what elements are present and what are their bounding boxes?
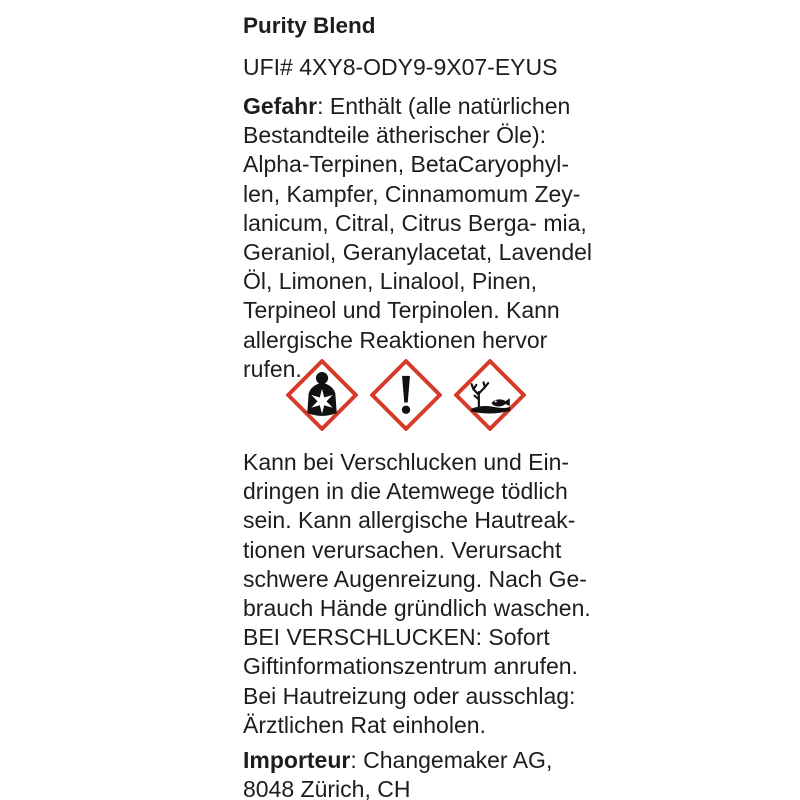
precaution-line: Ärztlichen Rat einholen.	[243, 711, 486, 738]
hazard-first-line	[243, 92, 592, 121]
precaution-line: Bei Hautreizung oder ausschlag:	[243, 682, 576, 709]
ghs07-exclamation-icon	[370, 359, 442, 431]
hazard-statement	[243, 92, 592, 384]
importer-keyword: Importeur	[243, 747, 351, 773]
precautionary-statement	[243, 448, 591, 740]
importer-info	[243, 746, 552, 800]
precaution-lines	[243, 448, 591, 740]
hazard-line: allergische Reaktionen hervor	[243, 326, 548, 353]
hazard-line: Terpineol und Terpinolen. Kann	[243, 297, 560, 324]
hazard-keyword: Gefahr	[243, 93, 318, 119]
importer-lines	[243, 775, 552, 800]
importer-first-line	[243, 746, 552, 775]
precaution-line: brauch Hände gründlich waschen.	[243, 595, 591, 622]
precaution-line: dringen in die Atemwege tödlich	[243, 478, 568, 505]
hazard-first-line-rest: : Enthält (alle natürlichen	[317, 93, 571, 119]
ghs09-environment-icon	[454, 359, 526, 431]
precaution-line: Kann bei Verschlucken und Ein-	[243, 449, 570, 475]
precaution-line: BEI VERSCHLUCKEN: Sofort	[243, 624, 550, 651]
hazard-line: rufen.	[243, 355, 302, 382]
hazard-line: Bestandteile ätherischer Öle):	[243, 122, 546, 149]
hazard-line: len, Kampfer, Cinnamomum Zey-	[243, 180, 581, 207]
precaution-line: tionen verursachen. Verursacht	[243, 536, 562, 563]
product-title: Purity Blend	[243, 13, 376, 38]
precaution-line: schwere Augenreizung. Nach Ge-	[243, 565, 587, 592]
ghs-pictogram-row	[286, 359, 526, 431]
hazard-line: Alpha-Terpinen, BetaCaryophyl-	[243, 151, 570, 178]
hazard-lines	[243, 121, 592, 384]
precaution-line: sein. Kann allergische Hautreak-	[243, 507, 576, 534]
precaution-line: Giftinformationszentrum anrufen.	[243, 653, 578, 680]
ufi-code: UFI# 4XY8-ODY9-9X07-EYUS	[243, 54, 558, 80]
hazard-line: Öl, Limonen, Linalool, Pinen,	[243, 268, 538, 295]
hazard-line: Geraniol, Geranylacetat, Lavendel	[243, 239, 593, 266]
importer-first-line-rest: : Changemaker AG,	[350, 747, 553, 773]
hazard-line: lanicum, Citral, Citrus Berga- mia,	[243, 209, 587, 236]
ghs08-health-hazard-icon	[286, 359, 358, 431]
importer-line: 8048 Zürich, CH	[243, 776, 411, 800]
